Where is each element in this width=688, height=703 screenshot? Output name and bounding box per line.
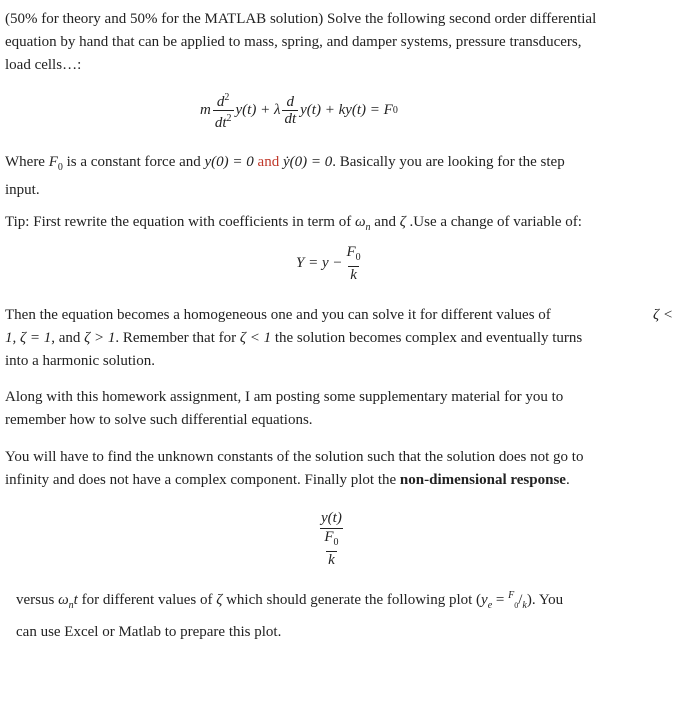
intro-line-2: equation by hand that can be applied to mass, spring, and damper systems, pressure transducers, (5, 34, 582, 50)
non-dimensional-equation: $\frac{y(t)}{\frac{F_0}{k}}$ (321, 510, 342, 568)
eq1-m: m (200, 102, 211, 118)
eq1-f-sub: 0 (392, 105, 398, 116)
tip-paragraph: Tip: First rewrite the equation with coefficients in term of $\omega_n$ and ζ .Use a change of variable of: (5, 214, 582, 233)
eq1-first-derivative: $\frac{d}{dt}$ (284, 94, 297, 127)
intro-line-3: load cells…: (5, 57, 82, 73)
along-paragraph: Along with this homework assignment, I am posting some supplementary material for you to remember how to solve such differential equations. (5, 389, 564, 428)
non-dimensional-response: non-dimensional response (399, 472, 566, 488)
where-line-2: input. (5, 182, 40, 198)
you-paragraph: You will have to find the unknown constants of the solution such that the solution does not go to infinity and does not have a complex component. Finally plot the non-dimensional response. (5, 449, 584, 488)
eq1-second-derivative: $\frac{d^2}{dt^2}$ (214, 92, 232, 131)
then-paragraph: Then the equation becomes a homogeneous one and you can solve it for different values of ζ < 1, ζ = 1, and ζ > 1. Remember that for ζ < 1 the solution becomes complex and eventually turns into a harmonic solution. (5, 307, 673, 369)
eq1-term1: y(t) + λ (235, 102, 281, 118)
eq2-fraction: $\frac{F_0}{k}$ (346, 244, 361, 283)
intro-line-1: (50% for theory and 50% for the MATLAB solution) Solve the following second order differential (5, 11, 597, 27)
eq2-lhs: Y = y − (296, 255, 343, 271)
intro-paragraph (5, 8, 673, 77)
where-paragraph: Where $F_0$ is a constant force and y(0) = 0 and ẏ(0) = 0. Basically you are looking for the step input. (5, 151, 673, 202)
versus-paragraph: versus $\omega_nt$ for different values of ζ which should generate the following plot $(y_e = ^F_0/_k)$. You can use Excel or Matlab to prepare this plot. (16, 590, 564, 640)
eq1-term2: y(t) + ky(t) = F (300, 102, 393, 118)
differential-equation (200, 90, 398, 131)
change-of-variable-equation (296, 244, 365, 283)
